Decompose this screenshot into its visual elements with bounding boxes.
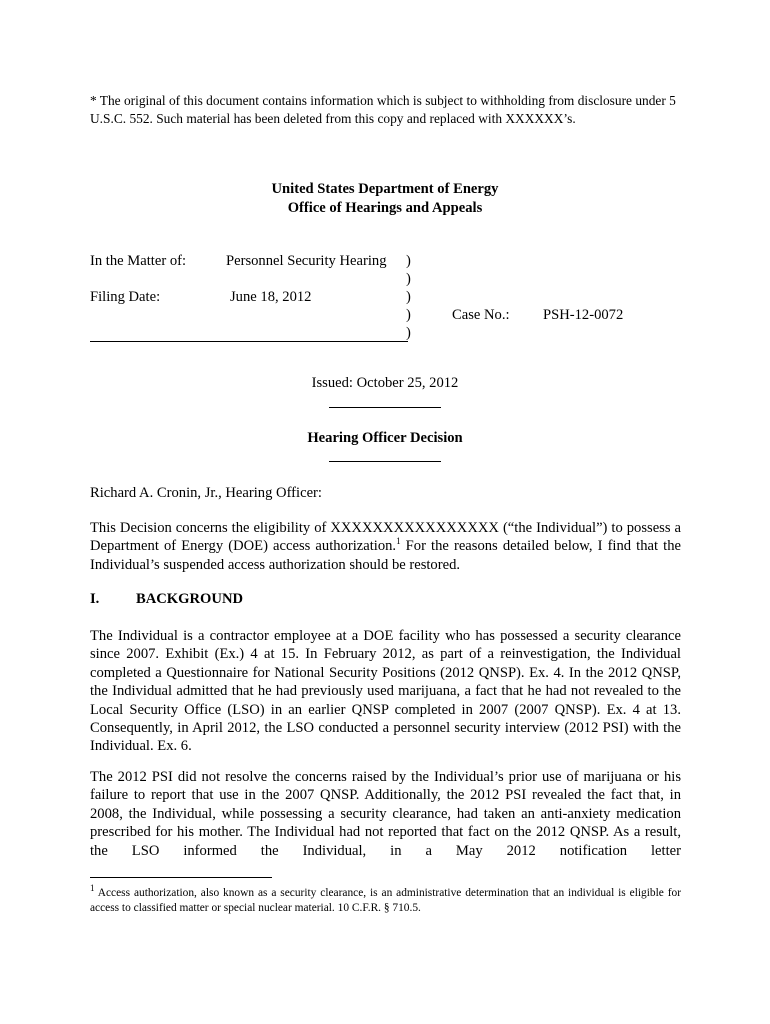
matter-label: In the Matter of:	[90, 253, 187, 269]
decision-title: Hearing Officer Decision	[307, 430, 463, 446]
footnote-number: 1	[90, 883, 95, 894]
section-title: BACKGROUND	[136, 591, 244, 607]
background-paragraph-1	[90, 627, 681, 756]
issued-date: Issued: October 25, 2012	[311, 375, 459, 391]
divider-rule	[329, 407, 441, 408]
matter-value: Personnel Security Hearing	[226, 253, 387, 269]
background-paragraph-2	[90, 768, 681, 860]
intro-paragraph	[90, 519, 681, 574]
caption-paren: )	[406, 289, 411, 305]
case-number-label: Case No.:	[452, 307, 510, 323]
filing-date-label: Filing Date:	[90, 289, 161, 305]
agency-name: United States Department of Energy	[271, 181, 499, 197]
case-number-value: PSH-12-0072	[543, 307, 624, 323]
caption-underline	[90, 341, 408, 342]
section-number: I.	[90, 591, 100, 607]
caption-paren: )	[406, 325, 411, 341]
office-name: Office of Hearings and Appeals	[287, 200, 483, 216]
footnote	[90, 883, 681, 916]
hearing-officer: Richard A. Cronin, Jr., Hearing Officer:	[90, 485, 322, 501]
intro-text: This Decision concerns the eligibility of XXXXXXXXXXXXXXXX (“the Individual”) to possess a Department of Energy (DOE) access authorization.	[90, 520, 681, 555]
paragraph-text: The Individual is a contractor employee at a DOE facility who has possessed a security clearance since 2007. Exhibit (Ex.) 4 at 15. In February 2012, as part of a reinvestigation, the Individual completed a Questionnaire for National Security Positions (2012 QNSP). Ex. 4. In the 2012 QNSP, the Individual admitted that he had previously used marijuana, a fact that he had not revealed to the Local Security Office (LSO) in an earlier QNSP completed in 2007 (2007 QNSP). Ex. 4 at 13. Consequently, in April 2012, the LSO conducted a personnel security interview (2012 PSI) with the Individual. Ex. 6.	[90, 628, 681, 755]
paragraph-text: The 2012 PSI did not resolve the concerns raised by the Individual’s prior use of marijuana or his failure to report that use in the 2007 QNSP. Additionally, the 2012 PSI revealed the fact that, in 2008, the Individual, while possessing a security clearance, had taken an anti-anxiety medication prescribed for his mother. The Individual had not reported that fact on the 2012 QNSP. As a result, the LSO informed the Individual, in a May 2012 notification letter	[90, 769, 681, 859]
footnote-separator	[90, 877, 272, 878]
agency-header	[90, 180, 680, 218]
withholding-notice: * The original of this document contains information which is subject to withholding from disclosure under 5 U.S.C. 552. Such material has been deleted from this copy and replaced with XXXXXX’s.	[90, 93, 676, 126]
caption-paren: )	[406, 253, 411, 269]
filing-date-value: June 18, 2012	[230, 289, 312, 305]
divider-rule	[329, 461, 441, 462]
footnote-ref: 1	[396, 536, 401, 547]
caption-paren: )	[406, 307, 411, 323]
caption-paren: )	[406, 271, 411, 287]
footnote-text: Access authorization, also known as a security clearance, is an administrative determination that an individual is eligible for access to classified matter or special nuclear material. 10 C.F.R. § 710.5.	[90, 887, 681, 914]
intro-text-cont: For the reasons detailed below, I find that the Individual’s suspended access authorization should be restored.	[90, 538, 681, 573]
